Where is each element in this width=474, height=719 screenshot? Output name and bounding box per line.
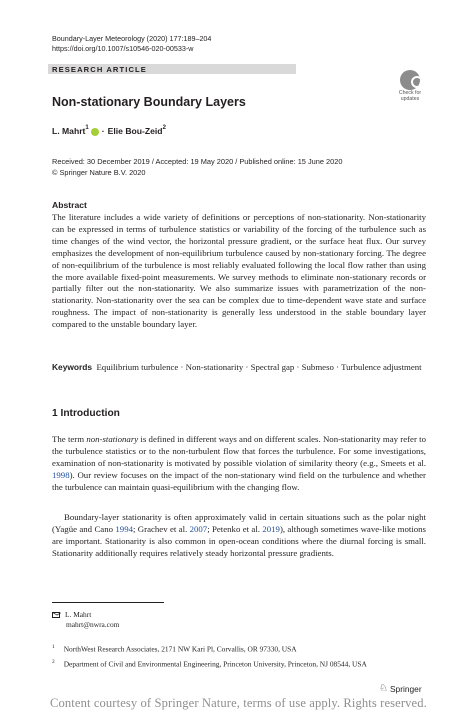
body-paragraph: The term non-stationary is defined in different ways and on different scales. Non-stationarity may refer to the turbulence statistics or to the non-turbulent flow that forces the turbulence. For some investigations, examination of non-stationarity is motivated by possible violation of similarity theory (e.g., Smeets et al. 1998). Our review focuses on the impact of the non-stationary wind field on the turbulence and whether the turbulence can maintain quasi-equilibrium with the changing flow. (52, 434, 426, 492)
footnote-divider (52, 602, 164, 603)
abstract-text: The literature includes a wide variety of definitions or perceptions of non-stationarity. Non-stationarity can be expressed in terms of turbulence statistics or variability of the forcing of the turbulence such as time changes of the wind vector, the horizontal pressure gradient, or the surface heat flux. Our survey emphasizes the development of non-equilibrium turbulence caused by non-stationary forcing. The degree of non-equilibrium of the turbulence is most reliably evaluated following the local flow rather than using the more available fixed-point measurements. We survey methods to eliminate non-stationary records or partially filter out the non-stationarity. We also summarize issues with parametrization of the non-stationarity. Non-stationarity over the sea can be complex due to time-dependent wave state and surface roughness. The impact of non-stationarity is generally less understood in the stable boundary layer compared to the unstable boundary layer. (52, 212, 426, 330)
courtesy-notice: Content courtesy of Springer Nature, terms of use apply. Rights reserved. (50, 696, 427, 710)
article-type-label: RESEARCH ARTICLE (52, 64, 147, 74)
journal-doi[interactable]: https://doi.org/10.1007/s10546-020-00533-w (52, 44, 194, 53)
citation-link[interactable]: 1998 (52, 469, 70, 480)
date-history: Received: 30 December 2019 / Accepted: 19 May 2020 / Published online: 15 June 2020 (52, 157, 343, 166)
publication-dates (52, 157, 342, 178)
article-title: Non-stationary Boundary Layers (52, 95, 246, 109)
keywords-label: Keywords (52, 362, 93, 372)
check-for-updates-icon (400, 70, 420, 90)
mail-icon (52, 612, 60, 618)
journal-citation: Boundary-Layer Meteorology (2020) 177:189–204 (52, 34, 212, 43)
body-paragraph: Boundary-layer stationarity is often approximately valid in certain situations such as the polar night (Yagüe and Cano 1994; Grachev et al. 2007; Petenko et al. 2019), although sometimes wave-like motions are important. Stationarity is also common in open-ocean conditions where the diurnal forcing is small. Stationarity additionally requires relatively steady horizontal pressure gradients. (52, 512, 426, 558)
affiliation-footnote: $^1$ NorthWest Research Associates, 2171 NW Kari Pl, Corvallis, OR 97330, USA (52, 644, 297, 654)
copyright-line: © Springer Nature B.V. 2020 (52, 167, 146, 177)
author-name[interactable]: Elie Bou-Zeid (107, 126, 163, 136)
orcid-icon[interactable] (91, 128, 99, 136)
correspondence (52, 610, 119, 630)
author-separator: · (101, 126, 105, 136)
publisher-logo (379, 683, 422, 694)
check-for-updates-label: Check for updates (398, 90, 422, 102)
check-for-updates-badge[interactable] (393, 68, 427, 102)
citation-link[interactable]: 1994 (115, 523, 133, 534)
emphasized-term: non-stationary (86, 434, 139, 444)
citation-link[interactable]: 2007 (189, 523, 208, 534)
journal-header (52, 34, 211, 54)
author-name[interactable]: L. Mahrt (52, 126, 86, 136)
abstract-heading: Abstract (52, 200, 87, 210)
citation-link[interactable]: 2019 (262, 523, 280, 534)
affiliation-footnote: $^2$ Department of Civil and Environmental Engineering, Princeton University, Princeton, NJ 08544, USA (52, 659, 367, 669)
publisher-name: Springer (389, 683, 422, 694)
section-heading: 1 Introduction (52, 408, 120, 419)
keywords-list: Equilibrium turbulence · Non-stationarity · Spectral gap · Submeso · Turbulence adjustment (96, 362, 422, 372)
correspondence-name: L. Mahrt (65, 610, 92, 619)
affiliation-marker: 1 (85, 124, 89, 131)
keywords (52, 362, 426, 374)
correspondence-email[interactable]: mahrt@nwra.com (66, 620, 120, 629)
author-list (52, 126, 166, 136)
springer-horse-icon: ♘ (379, 683, 388, 694)
affiliation-marker: 2 (162, 124, 166, 131)
